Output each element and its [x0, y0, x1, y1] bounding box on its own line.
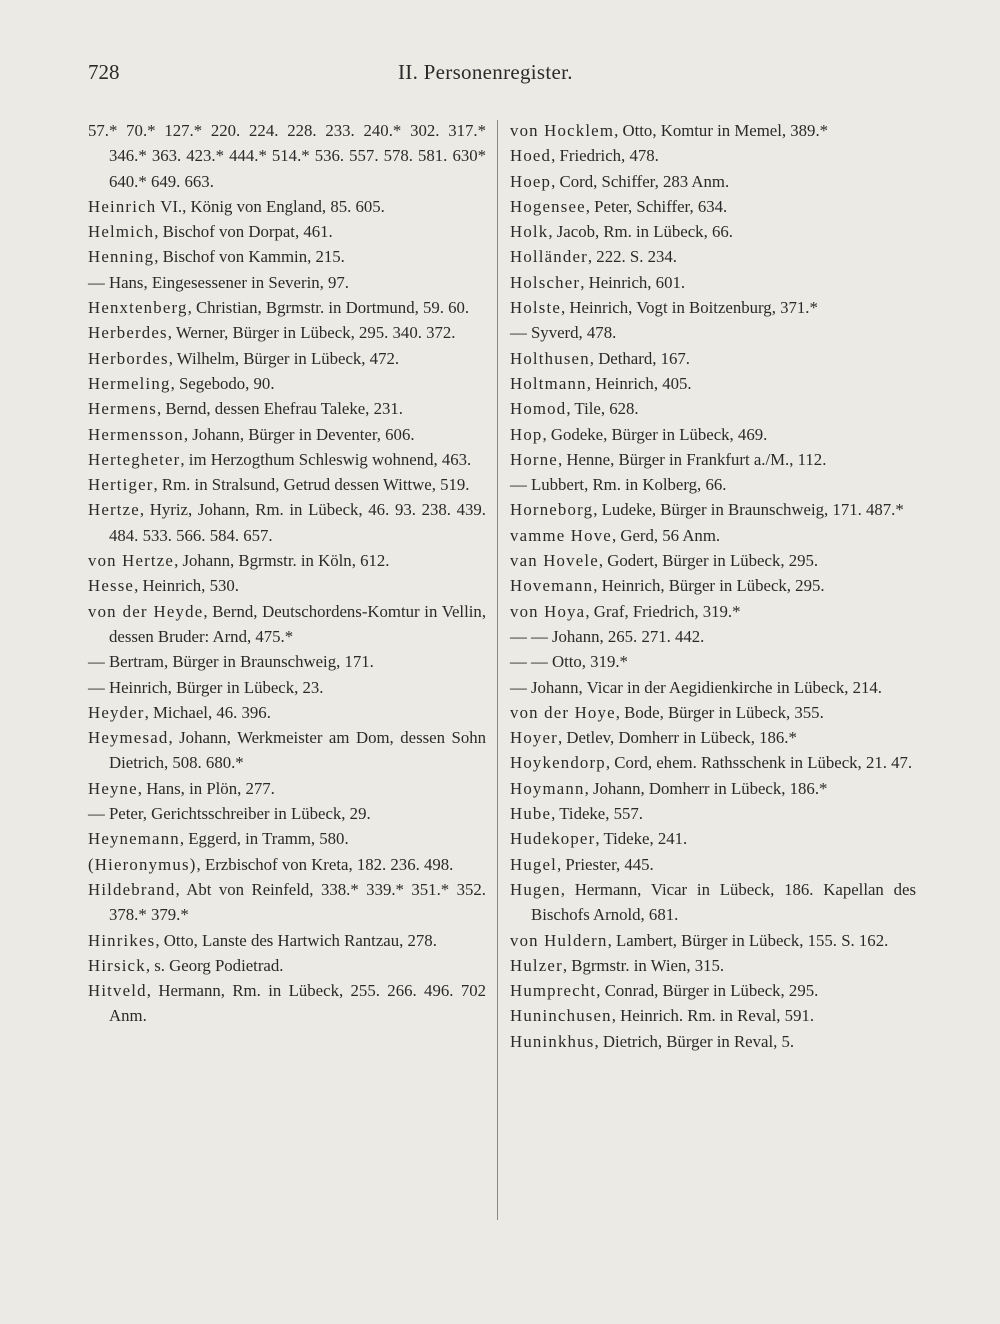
entry-text: , Johann, Domherr in Lübeck, 186.*: [584, 778, 828, 798]
entry-text: — Peter, Gerichtsschreiber in Lübeck, 29.: [88, 804, 371, 824]
register-entry: [88, 928, 486, 953]
register-entry: [510, 750, 916, 775]
entry-name: vamme Hove: [510, 525, 612, 545]
entry-name: Helmich: [88, 222, 155, 242]
entry-name: von der Heyde: [88, 601, 204, 621]
page-number: 728: [88, 60, 120, 84]
right-column: [510, 118, 916, 1054]
register-entry: [88, 725, 486, 776]
entry-text: , Tideke, 241.: [595, 829, 688, 849]
register-entry: [88, 320, 486, 345]
entry-text: , Otto, Komtur in Memel, 389.*: [614, 121, 829, 140]
register-entry: [510, 826, 916, 851]
entry-name: Hermensson: [88, 424, 184, 444]
entry-name: Hermeling: [88, 373, 171, 393]
entry-name: Hitveld: [88, 981, 147, 1001]
entry-text: , Priester, 445.: [557, 854, 654, 874]
entry-text: , Rm. in Stralsund, Getrud dessen Wittwe, 519.: [153, 475, 470, 495]
entry-name: Heymesad: [88, 728, 169, 748]
entry-name: Heyne: [88, 778, 138, 798]
register-entry: [88, 548, 486, 573]
entry-text: , Werner, Bürger in Lübeck, 295. 340. 372.: [167, 323, 456, 343]
entry-name: Hesse: [88, 576, 135, 596]
entry-name: Homod: [510, 399, 567, 419]
entry-name: Hertiger: [88, 475, 154, 495]
entry-text: , Hyriz, Johann, Rm. in Lübeck, 46. 93. 238. 439. 484. 533. 566. 584. 657.: [109, 500, 486, 545]
register-entry: [510, 497, 916, 522]
entry-text: , Peter, Schiffer, 634.: [585, 196, 728, 216]
entry-text: , Eggerd, in Tramm, 580.: [179, 829, 349, 849]
register-entry: [88, 826, 486, 851]
entry-name: Hoykendorp: [510, 753, 606, 773]
register-entry: [88, 675, 486, 700]
register-entry: [510, 801, 916, 826]
register-entry: [510, 700, 916, 725]
column-divider: [497, 120, 498, 1220]
entry-text: , Bischof von Dorpat, 461.: [154, 222, 333, 242]
register-entry: [510, 852, 916, 877]
register-entry: [88, 953, 486, 978]
register-entry: [88, 700, 486, 725]
entry-text: , Hermann, Rm. in Lübeck, 255. 266. 496. 702 Anm.: [109, 981, 486, 1026]
entry-text: , s. Georg Podietrad.: [145, 955, 284, 975]
entry-text: , Lambert, Bürger in Lübeck, 155. S. 162.: [607, 930, 889, 950]
entry-text: , Graf, Friedrich, 319.*: [585, 601, 741, 621]
entry-name: Hugel: [510, 854, 558, 874]
entry-name: Henning: [88, 247, 155, 267]
entry-text: , Hans, in Plön, 277.: [137, 778, 275, 798]
register-entry: [510, 877, 916, 928]
register-entry: [510, 320, 916, 345]
entry-name: Hertze: [88, 500, 140, 520]
register-entry: [510, 523, 916, 548]
entry-name: Holste: [510, 298, 562, 318]
entry-text: , Dietrich, Bürger in Reval, 5.: [594, 1031, 795, 1051]
register-entry: [88, 346, 486, 371]
entry-text: , Godert, Bürger in Lübeck, 295.: [598, 551, 819, 571]
register-entry: [510, 472, 916, 497]
register-entry: [510, 649, 916, 674]
entry-name: Herberdes: [88, 323, 168, 343]
entry-name: Hoed: [510, 146, 552, 166]
entry-text: , Gerd, 56 Anm.: [611, 525, 721, 545]
register-entry: [510, 978, 916, 1003]
entry-text: , Tideke, 557.: [551, 804, 644, 824]
entry-text: , Heinrich, 601.: [580, 272, 686, 292]
entry-name: Hoep: [510, 171, 552, 191]
entry-text: , 222. S. 234.: [587, 247, 677, 267]
entry-name: von Hertze: [88, 551, 175, 571]
register-entry: [510, 776, 916, 801]
register-entry: [510, 928, 916, 953]
register-entry: [88, 497, 486, 548]
register-entry: [510, 270, 916, 295]
section-title: II. Personenregister.: [398, 60, 573, 84]
register-entry: [88, 270, 486, 295]
register-entry: [510, 1029, 916, 1054]
entry-name: Hugen: [510, 879, 561, 899]
entry-text: — — Otto, 319.*: [510, 652, 628, 672]
entry-text: 57.* 70.* 127.* 220. 224. 228. 233. 240.* 302. 317.* 346.* 363. 423.* 444.* 514.* 536. 557. 578. 581. 630* 640.* 649. 663.: [88, 121, 486, 191]
entry-text: , Cord, ehem. Rathsschenk in Lübeck, 21. 47.: [605, 753, 913, 773]
entry-text: , Johann, Werkmeister am Dom, dessen Sohn Dietrich, 508. 680.*: [109, 728, 486, 773]
register-entry: [88, 422, 486, 447]
left-column: [88, 118, 486, 1029]
entry-text: , Otto, Lanste des Hartwich Rantzau, 278.: [155, 930, 437, 950]
entry-name: Hoymann: [510, 778, 585, 798]
entry-text: , Bischof von Kammin, 215.: [154, 247, 345, 267]
register-entry: [510, 346, 916, 371]
entry-text: — Johann, Vicar in der Aegidienkirche in Lübeck, 214.: [510, 677, 882, 697]
register-entry: [88, 447, 486, 472]
register-entry: [510, 599, 916, 624]
entry-text: — Hans, Eingesessener in Severin, 97.: [88, 272, 349, 292]
entry-text: , Conrad, Bürger in Lübeck, 295.: [596, 981, 819, 1001]
entry-text: , Henne, Bürger in Frankfurt a./M., 112.: [557, 449, 827, 469]
register-entry: [510, 953, 916, 978]
register-entry: [510, 143, 916, 168]
register-entry: [88, 244, 486, 269]
entry-text: , Bernd, Deutschordens-Komtur in Vellin, dessen Bruder: Arnd, 475.*: [109, 601, 487, 646]
entry-text: , Erzbischof von Kreta, 182. 236. 498.: [196, 854, 454, 874]
entry-name: Hoyer: [510, 728, 558, 748]
entry-name: van Hovele: [510, 551, 599, 571]
entry-text: , Johann, Bgrmstr. in Köln, 612.: [174, 551, 390, 571]
register-entry: [88, 118, 486, 194]
register-entry: [510, 725, 916, 750]
register-entry: [510, 194, 916, 219]
entry-name: Huninchusen: [510, 1006, 612, 1026]
entry-name: Hirsick: [88, 955, 146, 975]
entry-text: , Heinrich, Bürger in Lübeck, 295.: [593, 576, 825, 596]
register-entry: [88, 978, 486, 1029]
entry-name: Hertegheter: [88, 449, 181, 469]
register-entry: [88, 396, 486, 421]
entry-text: , Bernd, dessen Ehefrau Taleke, 231.: [156, 399, 403, 419]
register-entry: [88, 599, 486, 650]
register-entry: [510, 1003, 916, 1028]
entry-text: — Syverd, 478.: [510, 323, 617, 343]
entry-name: Hildebrand: [88, 879, 176, 899]
register-entry: [88, 852, 486, 877]
entry-text: , Bgrmstr. in Wien, 315.: [562, 955, 725, 975]
entry-text: , Michael, 46. 396.: [144, 702, 271, 722]
entry-text: — Lubbert, Rm. in Kolberg, 66.: [510, 475, 727, 495]
entry-text: — Bertram, Bürger in Braunschweig, 171.: [88, 652, 374, 672]
register-entry: [88, 776, 486, 801]
entry-text: , Johann, Bürger in Deventer, 606.: [183, 424, 415, 444]
entry-name: (Hieronymus): [88, 854, 197, 874]
entry-name: Huninkhus: [510, 1031, 595, 1051]
entry-text: , Tile, 628.: [566, 399, 639, 419]
entry-text: , Hermann, Vicar in Lübeck, 186. Kapellan des Bischofs Arnold, 681.: [531, 879, 916, 925]
entry-text: , Friedrich, 478.: [551, 146, 659, 166]
entry-name: Holthusen: [510, 348, 590, 368]
entry-name: Hop: [510, 424, 543, 444]
entry-name: von der Hoye: [510, 702, 616, 722]
entry-text: , Jacob, Rm. in Lübeck, 66.: [548, 222, 733, 242]
register-entry: [510, 396, 916, 421]
entry-text: — — Johann, 265. 271. 442.: [510, 626, 705, 646]
entry-text: , Heinrich, Vogt in Boitzenburg, 371.*: [561, 298, 818, 318]
register-entry: [510, 219, 916, 244]
entry-text: , im Herzogthum Schleswig wohnend, 463.: [180, 449, 472, 469]
entry-name: Horneborg: [510, 500, 594, 520]
entry-name: Hulzer: [510, 955, 563, 975]
entry-name: Holscher: [510, 272, 581, 292]
entry-text: , Christian, Bgrmstr. in Dortmund, 59. 60.: [187, 298, 470, 318]
entry-text: , Godeke, Bürger in Lübeck, 469.: [542, 424, 768, 444]
entry-text: , Cord, Schiffer, 283 Anm.: [551, 171, 730, 191]
entry-name: Heynemann: [88, 829, 180, 849]
entry-name: von Hoya: [510, 601, 586, 621]
entry-name: Heinrich: [88, 196, 157, 216]
entry-name: Hovemann: [510, 576, 594, 596]
entry-text: , Heinrich, 405.: [586, 373, 692, 393]
register-entry: [510, 295, 916, 320]
entry-text: , Heinrich. Rm. in Reval, 591.: [611, 1006, 815, 1026]
register-entry: [88, 649, 486, 674]
entry-name: Holtmann: [510, 373, 587, 393]
entry-text: , Wilhelm, Bürger in Lübeck, 472.: [168, 348, 400, 368]
register-entry: [510, 573, 916, 598]
entry-name: Heyder: [88, 702, 145, 722]
entry-name: Hogensee: [510, 196, 586, 216]
register-entry: [510, 624, 916, 649]
register-entry: [510, 675, 916, 700]
entry-name: Holk: [510, 222, 549, 242]
entry-name: Henxtenberg: [88, 298, 188, 318]
register-entry: [510, 118, 916, 143]
entry-name: Horne: [510, 449, 558, 469]
entry-name: Humprecht: [510, 981, 597, 1001]
entry-name: von Hocklem: [510, 121, 615, 140]
entry-text: , Detlev, Domherr in Lübeck, 186.*: [557, 728, 797, 748]
register-entry: [510, 244, 916, 269]
entry-text: VI., König von England, 85. 605.: [156, 196, 385, 216]
register-entry: [88, 573, 486, 598]
entry-text: — Heinrich, Bürger in Lübeck, 23.: [88, 677, 324, 697]
entry-text: , Bode, Bürger in Lübeck, 355.: [615, 702, 824, 722]
register-entry: [510, 548, 916, 573]
register-entry: [510, 422, 916, 447]
entry-name: Hudekoper: [510, 829, 596, 849]
entry-name: Holländer: [510, 247, 588, 267]
register-entry: [88, 295, 486, 320]
register-entry: [88, 801, 486, 826]
register-entry: [88, 219, 486, 244]
entry-text: , Ludeke, Bürger in Braunschweig, 171. 487.*: [593, 500, 904, 520]
entry-text: , Dethard, 167.: [589, 348, 690, 368]
register-entry: [88, 371, 486, 396]
register-entry: [510, 447, 916, 472]
entry-name: Hinrikes: [88, 930, 156, 950]
register-entry: [510, 169, 916, 194]
entry-name: von Huldern: [510, 930, 608, 950]
register-entry: [88, 194, 486, 219]
entry-name: Hermens: [88, 399, 157, 419]
entry-text: , Heinrich, 530.: [134, 576, 239, 596]
register-entry: [88, 877, 486, 928]
entry-text: , Abt von Reinfeld, 338.* 339.* 351.* 352. 378.* 379.*: [109, 879, 486, 925]
entry-name: Hube: [510, 804, 552, 824]
register-entry: [510, 371, 916, 396]
entry-text: , Segebodo, 90.: [170, 373, 275, 393]
register-entry: [88, 472, 486, 497]
entry-name: Herbordes: [88, 348, 169, 368]
